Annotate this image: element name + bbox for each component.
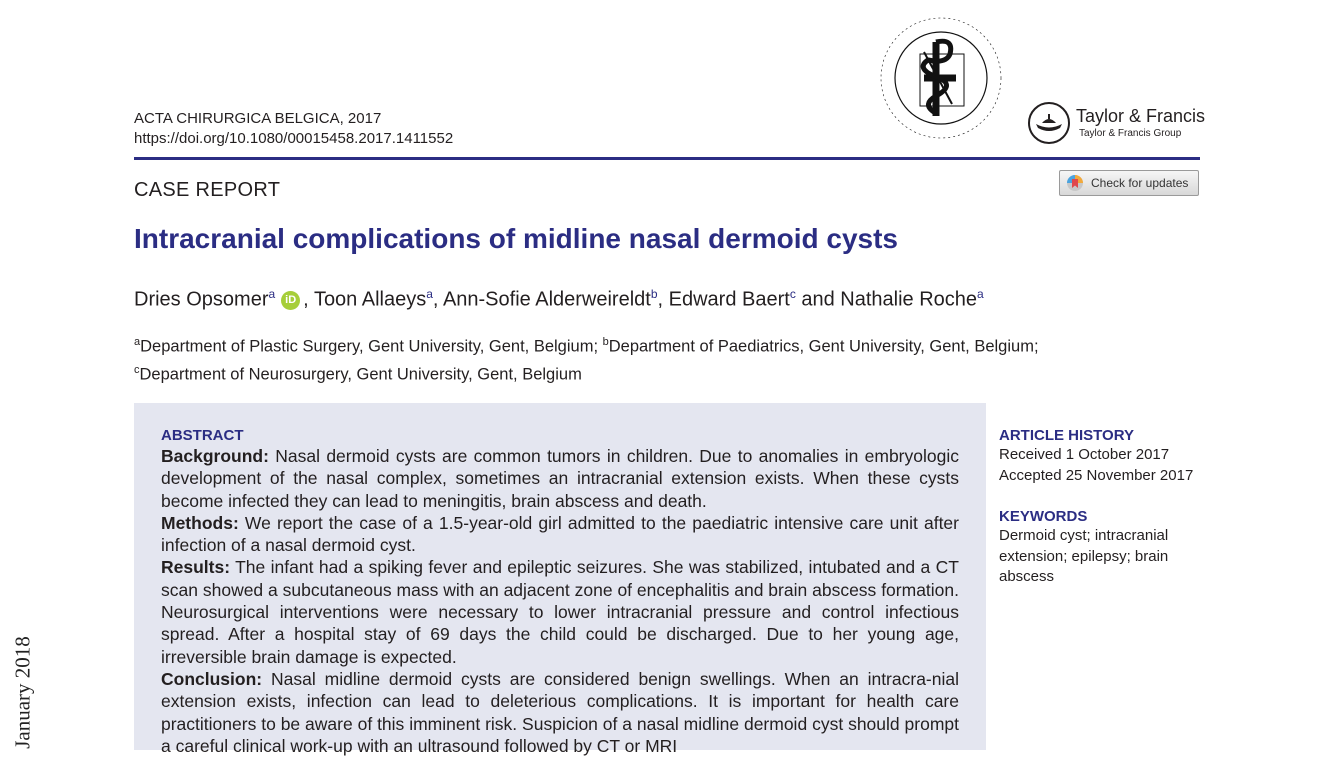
author-name: Toon Allaeys bbox=[313, 288, 427, 311]
author-name: Nathalie Roche bbox=[840, 288, 978, 311]
affiliation-marker: a bbox=[134, 336, 141, 348]
article-history bbox=[999, 427, 1209, 486]
author-affiliation-marker: a bbox=[268, 287, 276, 301]
article-sidebar bbox=[999, 427, 1209, 610]
affiliation-text: Department of Neurosurgery, Gent University, Gent, Belgium bbox=[139, 365, 582, 383]
author-affiliation-marker: c bbox=[789, 287, 796, 301]
doi-link[interactable]: https://doi.org/10.1080/00015458.2017.1411552 bbox=[134, 130, 454, 147]
author-affiliation-marker: a bbox=[426, 287, 433, 301]
keywords-text: Dermoid cyst; intracranial extension; epilepsy; brain abscess bbox=[999, 527, 1169, 585]
abstract-section-methods: Methods: We report the case of a 1.5-year-old girl admitted to the paediatric intensive care unit after infection of a nasal dermoid cyst. bbox=[161, 512, 959, 556]
accepted-date: Accepted 25 November 2017 bbox=[999, 466, 1194, 484]
abstract-section-conclusion: Conclusion: Nasal midline dermoid cysts are considered benign swellings. When an intracra-nial extension exists, infection can lead to deleterious complications. It is important for health care practitioners to be aware of this imminent risk. Suspicion of a nasal midline dermoid cyst should prompt a careful clinical work-up with an ultrasound followed by CT or MRI bbox=[161, 668, 959, 756]
check-updates-label: Check for updates bbox=[1091, 176, 1189, 190]
keywords bbox=[999, 508, 1209, 588]
author-affiliation-marker: a bbox=[977, 287, 984, 301]
publisher-name: Taylor & Francis bbox=[1076, 106, 1206, 126]
publisher-group: Taylor & Francis Group bbox=[1079, 128, 1182, 139]
affiliation-marker: c bbox=[134, 363, 140, 376]
affiliation-marker: b bbox=[602, 336, 609, 348]
abstract-heading: ABSTRACT bbox=[161, 427, 244, 444]
affiliation-text: Department of Plastic Surgery, Gent University, Gent, Belgium; bbox=[140, 337, 603, 356]
keywords-heading: KEYWORDS bbox=[999, 508, 1088, 525]
download-date-stamp: January 2018 bbox=[10, 636, 35, 749]
affiliation-text: Department of Paediatrics, Gent University, Gent, Belgium; bbox=[608, 337, 1039, 356]
received-date: Received 1 October 2017 bbox=[999, 446, 1170, 463]
author-list: Dries Opsomer$^a$ iD , Toon Allaeys$^a$, Ann-Sofie Alderweireldt$^b$, Edward Baert$^c$ and Nathalie Roche$^a$ bbox=[134, 287, 984, 311]
author-name: Ann-Sofie Alderweireldt bbox=[442, 288, 651, 311]
header-rule bbox=[134, 157, 1200, 160]
check-for-updates-button[interactable] bbox=[1059, 170, 1199, 196]
society-seal-logo bbox=[876, 12, 1006, 144]
article-type: CASE REPORT bbox=[134, 179, 281, 201]
author-name: Dries Opsomer bbox=[134, 288, 269, 311]
abstract-section-background: Background: Nasal dermoid cysts are common tumors in children. Due to anomalies in embryologic development of the nasal complex, sometimes an intracranial extension exists. When these cysts become infected they can lead to meningitis, brain abscess and death. bbox=[161, 446, 959, 511]
article-history-heading: ARTICLE HISTORY bbox=[999, 427, 1135, 444]
abstract-section-results: Results: The infant had a spiking fever and epileptic seizures. She was stabilized, intubated and a CT scan showed a subcutaneous mass with an adjacent zone of encephalitis and brain abscess formation. Neurosurgical interventions were necessary to lower intracranial pressure and control infectious spread. After a hospital stay of 69 days the child could be discharged. Due to her young age, irreversible brain damage is expected. bbox=[161, 557, 959, 667]
author-name: Edward Baert bbox=[668, 288, 790, 311]
orcid-icon[interactable]: iD bbox=[281, 291, 300, 310]
affiliations bbox=[134, 331, 1039, 386]
article-title: Intracranial complications of midline nasal dermoid cysts bbox=[134, 223, 898, 254]
journal-citation bbox=[134, 109, 453, 149]
check-updates-icon bbox=[1065, 173, 1085, 193]
abstract bbox=[161, 427, 959, 757]
journal-name: ACTA CHIRURGICA BELGICA, 2017 bbox=[134, 110, 382, 127]
author-affiliation-marker: b bbox=[650, 287, 658, 301]
